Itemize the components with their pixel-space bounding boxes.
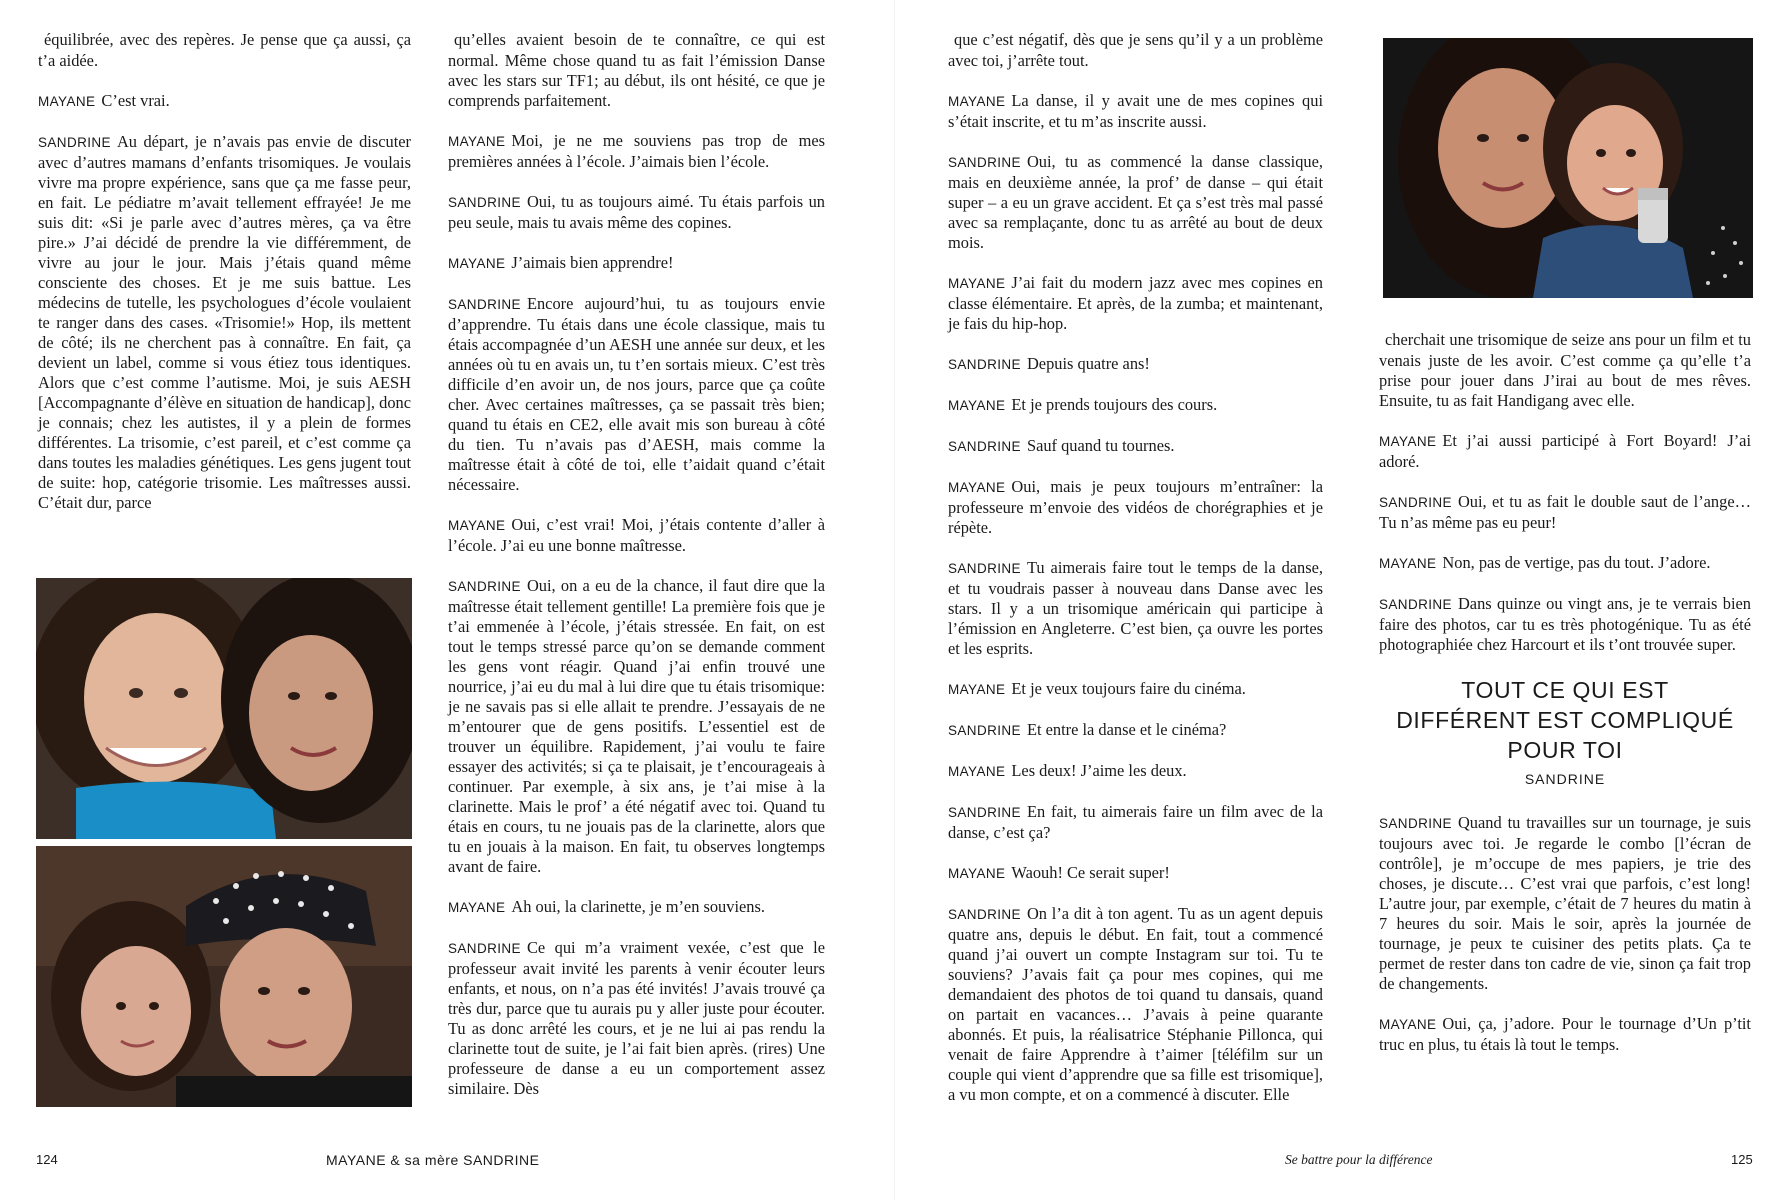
paragraph-text: La danse, il y avait une de mes copines qui s’était inscrite, et tu m’as inscrite aussi.: [948, 91, 1323, 131]
text-column-4: [1379, 330, 1751, 1075]
paragraph-text: En fait, tu aimerais faire un film avec de la danse, c’est ça?: [948, 802, 1323, 842]
paragraph-text: Oui, ça, j’adore. Pour le tournage d’Un p’tit truc en plus, tu étais là tout le temps.: [1379, 1014, 1751, 1054]
paragraph-text: Et je prends toujours des cours.: [1011, 395, 1218, 414]
speaker-label: MAYANE: [1379, 434, 1437, 449]
paragraph: [948, 477, 1323, 538]
paragraph-text: Encore aujourd’hui, tu as toujours envie d’apprendre. Tu étais dans une école classique, mais tu étais accompagnée d’un AESH une année sur deux, et les années où tu en avais un, tu t’en sortais mieux. C’est très difficile d’en avoir un, de nos jours, parce que ça coûte cher. Avec certaines maîtresses, ça se passait très bien; quand tu étais en CE2, elle avait mis son bureau à côté du tien. Tu n’avais pas d’AESH, mais comme la maîtresse était à côté de toi, elle t’aidait quand c’était nécessaire.: [448, 294, 825, 494]
paragraph: [1379, 330, 1751, 411]
pull-quote-author: SANDRINE: [1524, 771, 1606, 787]
paragraph-text: J’ai fait du modern jazz avec mes copines en classe élémentaire. Et après, de la zumba; et maintenant, je fais du hip-hop.: [948, 273, 1323, 333]
paragraph-text: Dans quinze ou vingt ans, je te verrais bien faire des photos, car tu es très photogénique. Tu as été photographiée chez Harcourt et ils t’ont trouvée super.: [1379, 594, 1751, 654]
paragraph-text: Oui, et tu as fait le double saut de l’ange… Tu n’as même pas eu peur!: [1379, 492, 1751, 532]
photo-child-and-mother-smiling: [36, 578, 412, 839]
paragraph-text: C’est vrai.: [101, 91, 170, 110]
paragraph: [448, 30, 825, 111]
paragraph: [38, 132, 411, 513]
text-column-1: [38, 30, 411, 533]
paragraph-text: Ah oui, la clarinette, je m’en souviens.: [511, 897, 765, 916]
pull-quote-line: POUR TOI: [1507, 737, 1623, 763]
speaker-label: MAYANE: [948, 764, 1006, 779]
speaker-label: SANDRINE: [948, 805, 1021, 820]
speaker-label: SANDRINE: [1379, 495, 1452, 510]
paragraph: [1379, 813, 1751, 994]
speaker-label: SANDRINE: [1379, 816, 1452, 831]
speaker-label: SANDRINE: [1379, 597, 1452, 612]
paragraph: [1379, 431, 1751, 472]
paragraph-text: Et j’ai aussi participé à Fort Boyard! J’ai adoré.: [1379, 431, 1751, 471]
paragraph-text: J’aimais bien apprendre!: [511, 253, 674, 272]
text-column-3: [948, 30, 1323, 1125]
speaker-label: MAYANE: [448, 518, 506, 533]
text-column-2: [448, 30, 825, 1119]
paragraph-text: Oui, on a eu de la chance, il faut dire que la maîtresse était tellement gentille! La première fois que je t’ai emmenée à l’école, j’étais stressée. En fait, on est tout le temps stressé parce qu’on se demande comment les gens vont réagir. Quand j’ai enfin trouvé une nourrice, j’ai eu du mal à lui dire que tu étais trisomique: je ne savais pas si elle allait te prendre. J’essayais de ne m’entourer que de gens positifs. L’essentiel est de trouver un équilibre. Rapidement, j’ai voulu te faire essayer des activités; si ça te plaisait, je t’encourageais à continuer. Par exemple, à six ans, je t’ai mise à la clarinette. Mais le prof’ a été négatif avec toi. Quand tu étais en cours, tu ne jouais pas de la clarinette, alors que tu en jouais à la maison. En fait, tu observes longtemps avant de faire.: [448, 576, 825, 876]
paragraph: [948, 354, 1323, 375]
paragraph: [448, 938, 825, 1099]
speaker-label: SANDRINE: [948, 723, 1021, 738]
paragraph-text: équilibrée, avec des repères. Je pense que ça aussi, ça t’a aidée.: [38, 30, 411, 70]
speaker-label: SANDRINE: [948, 357, 1021, 372]
paragraph-text: Et je veux toujours faire du cinéma.: [1011, 679, 1246, 698]
paragraph-text: Depuis quatre ans!: [1026, 354, 1150, 373]
paragraph: [948, 802, 1323, 843]
speaker-label: MAYANE: [448, 134, 506, 149]
paragraph: [948, 436, 1323, 457]
speaker-label: MAYANE: [948, 276, 1006, 291]
right-page: [895, 0, 1789, 1200]
paragraph: [948, 152, 1323, 253]
paragraph-text: Les deux! J’aime les deux.: [1011, 761, 1187, 780]
speaker-label: SANDRINE: [948, 561, 1021, 576]
speaker-label: SANDRINE: [38, 135, 111, 150]
page-number-left: 124: [36, 1152, 58, 1167]
paragraph: [1379, 1014, 1751, 1055]
paragraph-text: Au départ, je n’avais pas envie de discuter avec d’autres mamans d’enfants trisomiques. Je voulais vivre ma propre expérience, sans que ça me fasse peur, en fait. Le pédiatre m’avait tellement effrayée! Je me suis dit: «Si je parle avec d’autres mères, ça va être pire.» J’ai décidé de prendre la vie différemment, de vivre au jour le jour. Mais j’étais quand même consciente des choses. Et je me suis battue. Les médecins de tutelle, les psychologues d’école voulaient te ranger dans des cases. «Trisomie!» Hop, ils mettent de côté; ils ne cherchent pas à connaître. En fait, ça devient un label, comme si vous étiez tous identiques. Alors que c’est comme l’autisme. Moi, je suis AESH [Accompagnante d’élève en situation de handicap], donc je connais; chez les autistes, il y a plein de formes différentes. La trisomie, c’est pareil, et c’est comme ça dans toutes les maladies génétiques. Les gens jugent tout de suite: hop, catégorie trisomie. Les maîtresses aussi. C’était dur, parce: [38, 132, 411, 512]
paragraph: [948, 904, 1323, 1105]
pull-quote-line: TOUT CE QUI EST: [1461, 677, 1669, 703]
speaker-label: SANDRINE: [948, 439, 1021, 454]
speaker-label: MAYANE: [948, 480, 1006, 495]
paragraph: [948, 720, 1323, 741]
page-number-right: 125: [1731, 1152, 1753, 1167]
paragraph-text: Waouh! Ce serait super!: [1011, 863, 1170, 882]
paragraph: [448, 192, 825, 233]
running-head-left: MAYANE & sa mère SANDRINE: [326, 1152, 540, 1168]
speaker-label: MAYANE: [948, 94, 1006, 109]
paragraph: [1379, 594, 1751, 655]
speaker-label: MAYANE: [948, 398, 1006, 413]
speaker-label: SANDRINE: [448, 941, 521, 956]
speaker-label: SANDRINE: [448, 297, 521, 312]
paragraph: [948, 558, 1323, 659]
paragraph: [948, 395, 1323, 416]
speaker-label: MAYANE: [948, 682, 1006, 697]
left-page: [0, 0, 894, 1200]
paragraph: [448, 253, 825, 274]
paragraph-text: Moi, je ne me souviens pas trop de mes premières années à l’école. J’aimais bien l’école.: [448, 131, 825, 171]
paragraph: [38, 91, 411, 112]
paragraph-text: Oui, tu as commencé la danse classique, mais en deuxième année, la prof’ de danse – qui était super – a eu un grave accident. Et ça s’est très mal passé avec sa remplaçante, donc tu as arrêté au bout de deux mois.: [948, 152, 1323, 252]
pull-quote: [1379, 675, 1751, 789]
paragraph: [448, 515, 825, 556]
speaker-label: MAYANE: [448, 256, 506, 271]
paragraph: [948, 30, 1323, 71]
speaker-label: MAYANE: [38, 94, 96, 109]
speaker-label: SANDRINE: [448, 195, 521, 210]
paragraph: [948, 273, 1323, 334]
paragraph: [948, 679, 1323, 700]
paragraph-text: cherchait une trisomique de seize ans pour un film et tu venais juste de les avoir. C’est comme ça qu’elle t’a prise pour jouer dans J’irai au bout de mes rêves. Ensuite, tu as fait Handigang avec elle.: [1379, 330, 1751, 410]
paragraph-text: Oui, mais je peux toujours m’entraîner: la professeure m’envoie des vidéos de chorégraphies et je répète.: [948, 477, 1323, 537]
paragraph-text: Et entre la danse et le cinéma?: [1026, 720, 1227, 739]
paragraph-text: Tu aimerais faire tout le temps de la danse, et tu voudrais passer à nouveau dans Danse avec les stars. Il y a un trisomique américain qui participe à l’émission en Angleterre. C’est bien, ça ouvre les portes et les esprits.: [948, 558, 1323, 658]
paragraph-text: qu’elles avaient besoin de te connaître, ce qui est normal. Même chose quand tu as fait l’émission Danse avec les stars sur TF1; au début, ils ont hésité, ce que je comprends parfaitement.: [448, 30, 825, 110]
paragraph: [38, 30, 411, 71]
speaker-label: MAYANE: [1379, 556, 1437, 571]
paragraph: [1379, 553, 1751, 574]
pull-quote-line: DIFFÉRENT EST COMPLIQUÉ: [1396, 707, 1734, 733]
speaker-label: SANDRINE: [948, 155, 1021, 170]
paragraph: [1379, 492, 1751, 533]
speaker-label: SANDRINE: [948, 907, 1021, 922]
running-head-right: Se battre pour la différence: [1285, 1152, 1433, 1167]
paragraph: [948, 91, 1323, 132]
paragraph: [448, 576, 825, 877]
paragraph-text: Ce qui m’a vraiment vexée, c’est que le professeur avait invité les parents à venir écouter leurs enfants, et nous, on n’a pas été invités! J’avais trouvé ça très dur, parce que tu aurais pu y aller juste pour écouter. Tu as donc arrêté les cours, et je ne lui ai pas rendu la clarinette tout de suite, je l’ai fait bien après. (rires) Une professeure de danse a eu un comportement assez similaire. Dès: [448, 938, 825, 1098]
paragraph-text: On l’a dit à ton agent. Tu as un agent depuis quatre ans, depuis le début. En fait, tout a commencé quand j’ai ouvert un compte Instagram sur toi. Tu te souviens? J’avais fait ça pour mes copines, qui me demandaient des photos de toi quand tu dansais, quand on partait en vacances… J’avais à peine quarante abonnés. Et puis, la réalisatrice Stéphanie Pillonca, qui venait de faire Apprendre à t’aimer [téléfilm sur un couple qui vient d’apprendre que sa fille est trisomique], a vu mon compte, et on a commencé à discuter. Elle: [948, 904, 1323, 1104]
paragraph: [948, 863, 1323, 884]
speaker-label: MAYANE: [1379, 1017, 1437, 1032]
paragraph: [448, 294, 825, 495]
speaker-label: MAYANE: [948, 866, 1006, 881]
paragraph-text: Quand tu travailles sur un tournage, je suis toujours avec toi. Je regarde le combo [l’écran de contrôle], je m’occupe de mes papiers, je trie des choses, je discute… C’est vrai que parfois, c’est long! L’autre jour, par exemple, c’était de 7 heures du matin à 7 heures du soir. Mais le soir, après la journée de tournage, je peux te cuisiner des petits plats. Ça te permet de rester dans ton cadre de vie, sinon ça fait trop de changements.: [1379, 813, 1751, 993]
paragraph-text: Oui, tu as toujours aimé. Tu étais parfois un peu seule, mais tu avais même des copines.: [448, 192, 825, 232]
speaker-label: MAYANE: [448, 900, 506, 915]
photo-mother-and-child-at-night: [1383, 38, 1753, 298]
paragraph: [448, 897, 825, 918]
photo-child-and-mother-in-hat: [36, 846, 412, 1107]
paragraph: [448, 131, 825, 172]
paragraph-text: Oui, c’est vrai! Moi, j’étais contente d’aller à l’école. J’ai eu une bonne maîtresse.: [448, 515, 825, 555]
paragraph-text: Non, pas de vertige, pas du tout. J’adore.: [1442, 553, 1711, 572]
paragraph-text: Sauf quand tu tournes.: [1026, 436, 1175, 455]
paragraph-text: que c’est négatif, dès que je sens qu’il y a un problème avec toi, j’arrête tout.: [948, 30, 1323, 70]
speaker-label: SANDRINE: [448, 579, 521, 594]
paragraph: [948, 761, 1323, 782]
